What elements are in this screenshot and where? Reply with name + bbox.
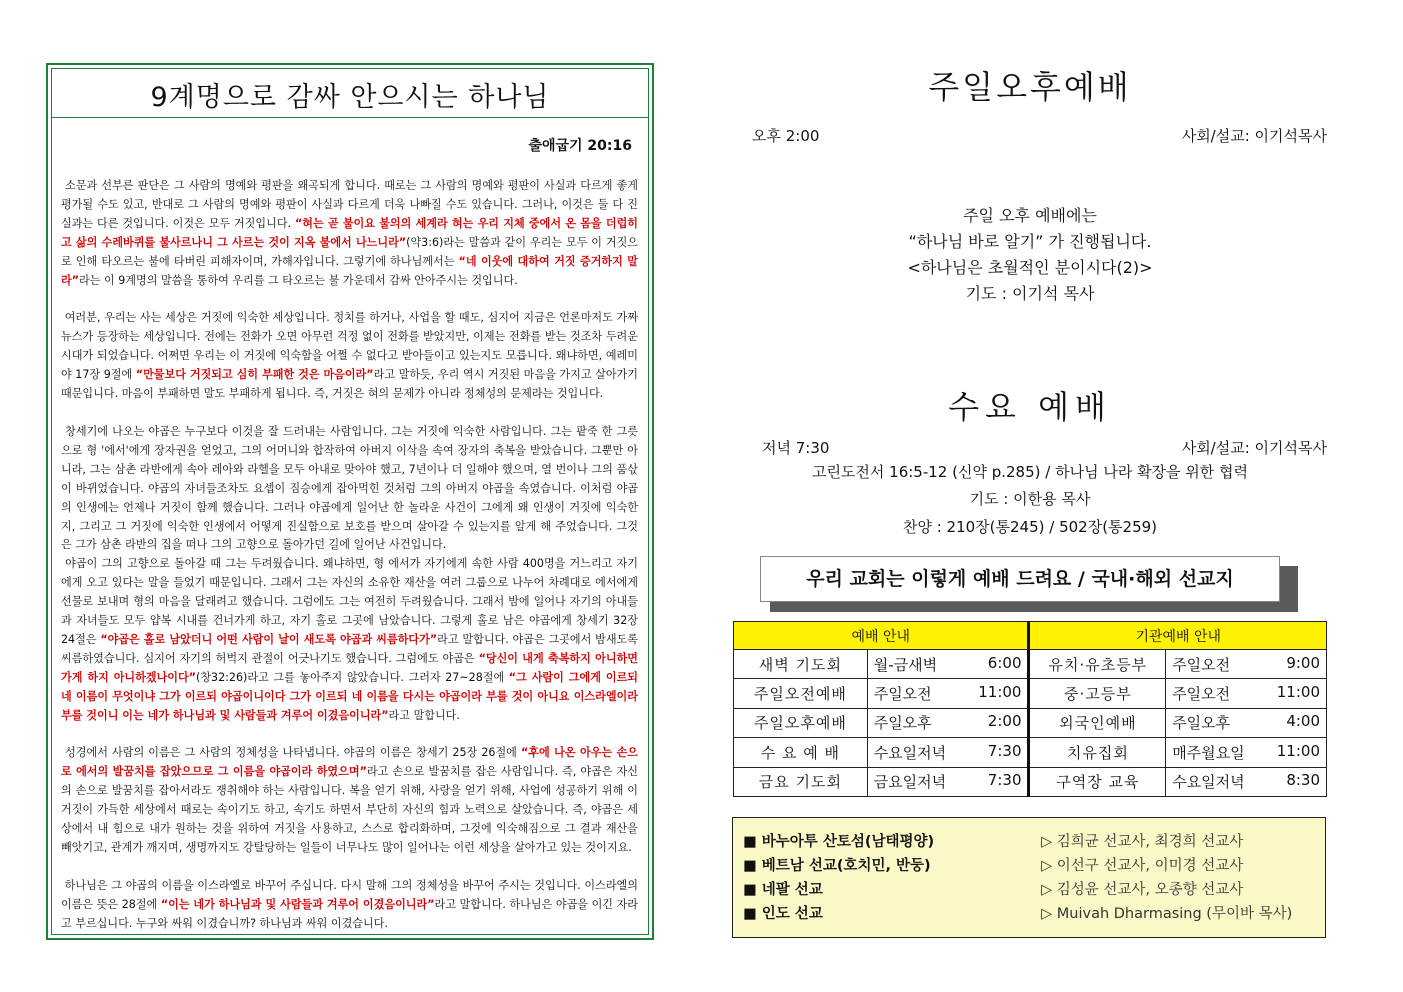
wednesday-scripture: 고린도전서 16:5-12 (신약 p.285) / 하나님 나라 확장을 위한 협력 <box>811 463 1249 481</box>
wednesday-leader: 사회/설교: 이기석목사 <box>1181 439 1327 457</box>
service-name: 새벽 기도회 <box>734 650 868 679</box>
wednesday-title: 수요 예배 <box>948 388 1112 426</box>
wednesday-prayer: 기도 : 이한용 목사 <box>969 490 1091 508</box>
service-time: 금요일저녁 7:30 <box>867 767 1029 796</box>
table-row <box>734 767 1327 796</box>
table-row <box>734 708 1327 737</box>
sermon-text: 라고 손으로 발꿈치를 잡은 사람입니다. 즉, 야곱은 자신의 손으로 발꿈치를 잡아서라도 쟁취해야 하는 사람입니다. 복을 얻기 위해, 사랑을 얻기 위해, 사업에 성공하기 위해 이 거짓이 가득한 세상에서 때로는 속이기도 하고, 속기도 하면서 부단히 자신의 힘과 노력으로 살았습니다. 즉, 야곱은 세상에서 내 힘으로 내가 원하는 것을 위하여 거짓을 사용하고, 스스로 합리화하며, 그것에 익숙해짐으로 그 결과 재산을 빼앗기고, 관계가 깨지며, 생명까지도 강탈당하는 일들이 너무나도 많이 일어나는 이런 세상을 살아가고 있는 것이지요. <box>61 765 638 854</box>
scripture-quote: “당신이 내게 축복하지 아니하면 가게 하지 아니하겠나이다” <box>61 651 639 684</box>
wednesday-hymn: 찬양 : 210장(통245) / 502장(통259) <box>902 518 1158 536</box>
scripture-quote: “만물보다 거짓되고 심히 부패한 것은 마음이라” <box>135 368 374 382</box>
mission-row <box>743 854 1315 878</box>
service-name: 수 요 예 배 <box>734 738 868 767</box>
group-time: 주일오전 11:00 <box>1166 679 1327 708</box>
mission-place: ■ 베트남 선교(호치민, 반둥) <box>743 858 931 874</box>
worship-schedule-table <box>733 621 1327 797</box>
scripture-quote: “네 이웃에 대하여 거짓 증거하지 말라” <box>61 254 638 287</box>
mission-row <box>743 902 1315 926</box>
sermon-text: (약3:6)라는 말씀과 같이 우리는 모두 이 거짓으로 인해 타오르는 불에 타버린 피해자이며, 가해자입니다. 그렇기에 하나님께서는 <box>61 235 638 268</box>
sermon-text: 여러분, 우리는 사는 세상은 거짓에 익숙한 세상입니다. 정치를 하거나, 사업을 할 때도, 심지어 지금은 언론마저도 가짜뉴스가 등장하는 세상입니다. 전에는 전화가 오면 아무런 걱정 없이 전화를 받았지만, 이제는 전화를 받는 것조차 두려운 시대가 되었습니다. 어쩌면 우리는 이 거짓에 익숙함을 어쩔 수 없다고 받아들이고 있는지도 모릅니다. 왜냐하면, 예레미야 17장 9절에 <box>61 311 638 382</box>
sermon-text: 라고 말하듯, 우리 역시 거짓된 마음을 가지고 살아가기 때문입니다. 마음이 부패하면 말도 부패하게 됩니다. 즉, 거짓은 혀의 문제가 아니라 정체성의 문제라는 것입니다. <box>61 368 638 401</box>
worship-banner: 우리 교회는 이렇게 예배 드려요 / 국내·해외 선교지 <box>760 556 1280 602</box>
sermon-paragraph <box>61 423 638 555</box>
service-time: 수요일저녁 7:30 <box>867 738 1029 767</box>
mission-place: ■ 바누아투 산토섬(남태평양) <box>743 834 935 850</box>
sermon-text: 성경에서 사람의 이름은 그 사람의 정체성을 나타냅니다. 야곱의 이름은 창세기 25장 26절에 <box>61 746 521 760</box>
group-worship-header: 기관예배 안내 <box>1029 622 1327 650</box>
table-row <box>734 679 1327 708</box>
missions-box <box>732 817 1326 938</box>
sermon-title: 9계명으로 감싸 안으시는 하나님 <box>150 82 550 113</box>
service-name: 금요 기도회 <box>734 767 868 796</box>
mission-place: ■ 네팔 선교 <box>743 882 823 898</box>
sermon-text: 라고 말합니다. 하나님은 야곱을 이긴 자라고 부르십니다. 누구와 싸워 이겼습니까? 하나님과 싸워 이겼습니다. <box>61 897 639 930</box>
notice-line: 주일 오후 예배에는 <box>963 206 1097 225</box>
scripture-quote: “야곱은 홀로 남았더니 어떤 사람이 날이 새도록 야곱과 씨름하다가” <box>100 632 438 646</box>
service-time: 주일오전 11:00 <box>867 679 1029 708</box>
group-name: 유치·유초등부 <box>1029 650 1166 679</box>
sunday-pm-title: 주일오후예배 <box>928 68 1132 106</box>
sermon-paragraph <box>61 309 638 404</box>
group-name: 중·고등부 <box>1029 679 1166 708</box>
scripture-quote: “그 사람이 그에게 이르되 네 이름이 무엇이냐 그가 이르되 야곱이니이다 그가 이르되 네 이름을 다시는 야곱이라 부를 것이 아니요 이스라엘이라 부를 것이니 이는 네가 하나님과 및 사람들과 겨루어 이겼음이니라” <box>61 670 638 722</box>
worship-guide-header: 예배 안내 <box>734 622 1029 650</box>
sermon-text: 소문과 선부른 판단은 그 사람의 명예와 평판을 왜곡되게 합니다. 때로는 그 사람의 명예와 평판이 사실과 다르게 좋게 평가될 수도 있고, 반대로 그 사람의 명예와 평판이 사실과 다르게 더욱 나빠질 수도 있습니다. 그러나, 이것은 둘 다 진실과는 다른 것입니다. 이것은 모두 거짓입니다. <box>61 179 638 230</box>
service-name: 주일오전예배 <box>734 679 868 708</box>
sermon-paragraph <box>61 555 638 725</box>
sermon-text: 하나님은 그 야곱의 이름을 이스라엘로 바꾸어 주십니다. 다시 말해 그의 정체성을 바꾸어 주시는 것입니다. 이스라엘의 이름은 뜻은 28절에 <box>61 878 638 911</box>
sermon-text: (창32:26)라고 그를 놓아주지 않았습니다. 그러자 27~28절에 <box>196 670 509 684</box>
mission-place: ■ 인도 선교 <box>743 906 823 922</box>
sunday-pm-notice <box>730 203 1330 307</box>
table-row <box>734 738 1327 767</box>
sunday-pm-time: 오후 2:00 <box>752 127 820 145</box>
service-name: 주일오후예배 <box>734 708 868 737</box>
service-time: 주일오후 2:00 <box>867 708 1029 737</box>
sermon-paragraph <box>61 177 638 290</box>
sermon-text: 라는 이 9계명의 말씀을 통하여 우리를 그 타오르는 불 가운데서 감싸 안아주시는 것입니다. <box>79 273 518 287</box>
group-time: 수요일저녁 8:30 <box>1166 767 1327 796</box>
sermon-text: 라고 말합니다. <box>388 708 460 722</box>
scripture-quote: “후에 나온 아우는 손으로 에서의 발꿈치를 잡았으므로 그 이름을 야곱이라 하였으며” <box>61 746 639 779</box>
mission-people: ▷ Muivah Dharmasing (무이바 목사) <box>1041 906 1293 922</box>
notice-line: “하나님 바로 알기” 가 진행됩니다. <box>908 232 1152 251</box>
sermon-paragraph <box>61 877 638 934</box>
group-name: 치유집회 <box>1029 738 1166 767</box>
sermon-paragraph <box>61 744 638 857</box>
sermon-text: 야곱이 그의 고향으로 돌아갈 때 그는 두려웠습니다. 왜냐하면, 형 에서가 자기에게 속한 사람 400명을 거느리고 자기에게 오고 있다는 말을 들었기 때문입니다. 그래서 그는 자신의 소유한 재산을 여러 그룹으로 나누어 차례대로 에서에게 선물로 보내며 형의 마음을 달래려고 했습니다. 그럼에도 그는 여전히 두려웠습니다. 그래서 밤에 일어나 자기의 아내들과 자녀들도 모두 얍복 시내를 건너가게 하고, 자기 홀로 그곳에 남았습니다. 그렇게 홀로 남은 야곱에게 창세기 32장 24절은 <box>61 557 638 646</box>
group-time: 매주월요일 11:00 <box>1166 738 1327 767</box>
scripture-quote: “혀는 곧 불이요 불의의 세계라 혀는 우리 지체 중에서 온 몸을 더럽히고 삶의 수레바퀴를 불사르나니 그 사르는 것이 지옥 불에서 나느니라” <box>61 216 638 249</box>
sermon-text: 라고 말합니다. 야곱은 그곳에서 밤새도록 씨름하였습니다. 심지어 자기의 허벅지 관절이 어긋나기도 했습니다. 그럼에도 야곱은 <box>61 632 638 665</box>
sermon-frame <box>46 63 654 940</box>
schedule-header-row <box>734 622 1327 650</box>
scripture-quote: “이는 네가 하나님과 및 사람들과 겨루어 이겼음이니라” <box>160 897 435 911</box>
mission-people: ▷ 이선구 선교사, 이미경 선교사 <box>1041 858 1244 874</box>
group-time: 주일오전 9:00 <box>1166 650 1327 679</box>
mission-people: ▷ 김성윤 선교사, 오종향 선교사 <box>1041 882 1244 898</box>
group-name: 구역장 교육 <box>1029 767 1166 796</box>
wednesday-time: 저녁 7:30 <box>762 439 830 457</box>
notice-line: <하나님은 초월적인 분이시다(2)> <box>907 258 1153 277</box>
sermon-text: 창세기에 나오는 야곱은 누구보다 이것을 잘 드러내는 사람입니다. 그는 거짓에 익숙한 사람입니다. 그는 팥죽 한 그릇으로 형 '에서'에게 장자권을 얻었고, 그의 어머니와 합작하여 아버지 이삭을 속여 장자의 축복을 받았습니다. 그뿐만 아니라, 그는 삼촌 라반에게 속아 레아와 라헬을 모두 아내로 맞아야 했고, 7년이나 더 일해야 했으며, 열 번이나 그의 품삯이 바뀌었습니다. 야곱의 자녀들조차도 요셉이 짐승에게 잡아먹힌 것처럼 그의 아버지 야곱을 속였습니다. 이처럼 야곱의 인생에는 언제나 거짓이 함께 했습니다. 그러나 야곱에게 일어난 한 놀라운 사건이 그에게 왜 인생이 거짓에 익숙한지, 그리고 그 거짓에 익숙한 인생에서 어떻게 진실함으로 보호를 받으며 살아갈 수 있는지를 알게 해 주었습니다. 그것은 그가 삼촌 라반의 집을 떠나 그의 고향으로 돌아가던 길에 일어난 사건입니다. <box>61 424 638 552</box>
mission-people: ▷ 김희균 선교사, 최경희 선교사 <box>1041 834 1244 850</box>
group-time: 주일오후 4:00 <box>1166 708 1327 737</box>
sermon-inner-frame <box>51 68 649 935</box>
mission-row <box>743 878 1315 902</box>
sermon-body <box>61 177 638 953</box>
group-name: 외국인예배 <box>1029 708 1166 737</box>
mission-row <box>743 830 1315 854</box>
notice-line: 기도 : 이기석 목사 <box>965 284 1095 303</box>
service-time: 월-금새벽 6:00 <box>867 650 1029 679</box>
sermon-scripture: 출애굽기 20:16 <box>528 138 632 154</box>
title-divider <box>52 117 648 118</box>
table-row <box>734 650 1327 679</box>
sunday-pm-leader: 사회/설교: 이기석목사 <box>1181 127 1327 145</box>
